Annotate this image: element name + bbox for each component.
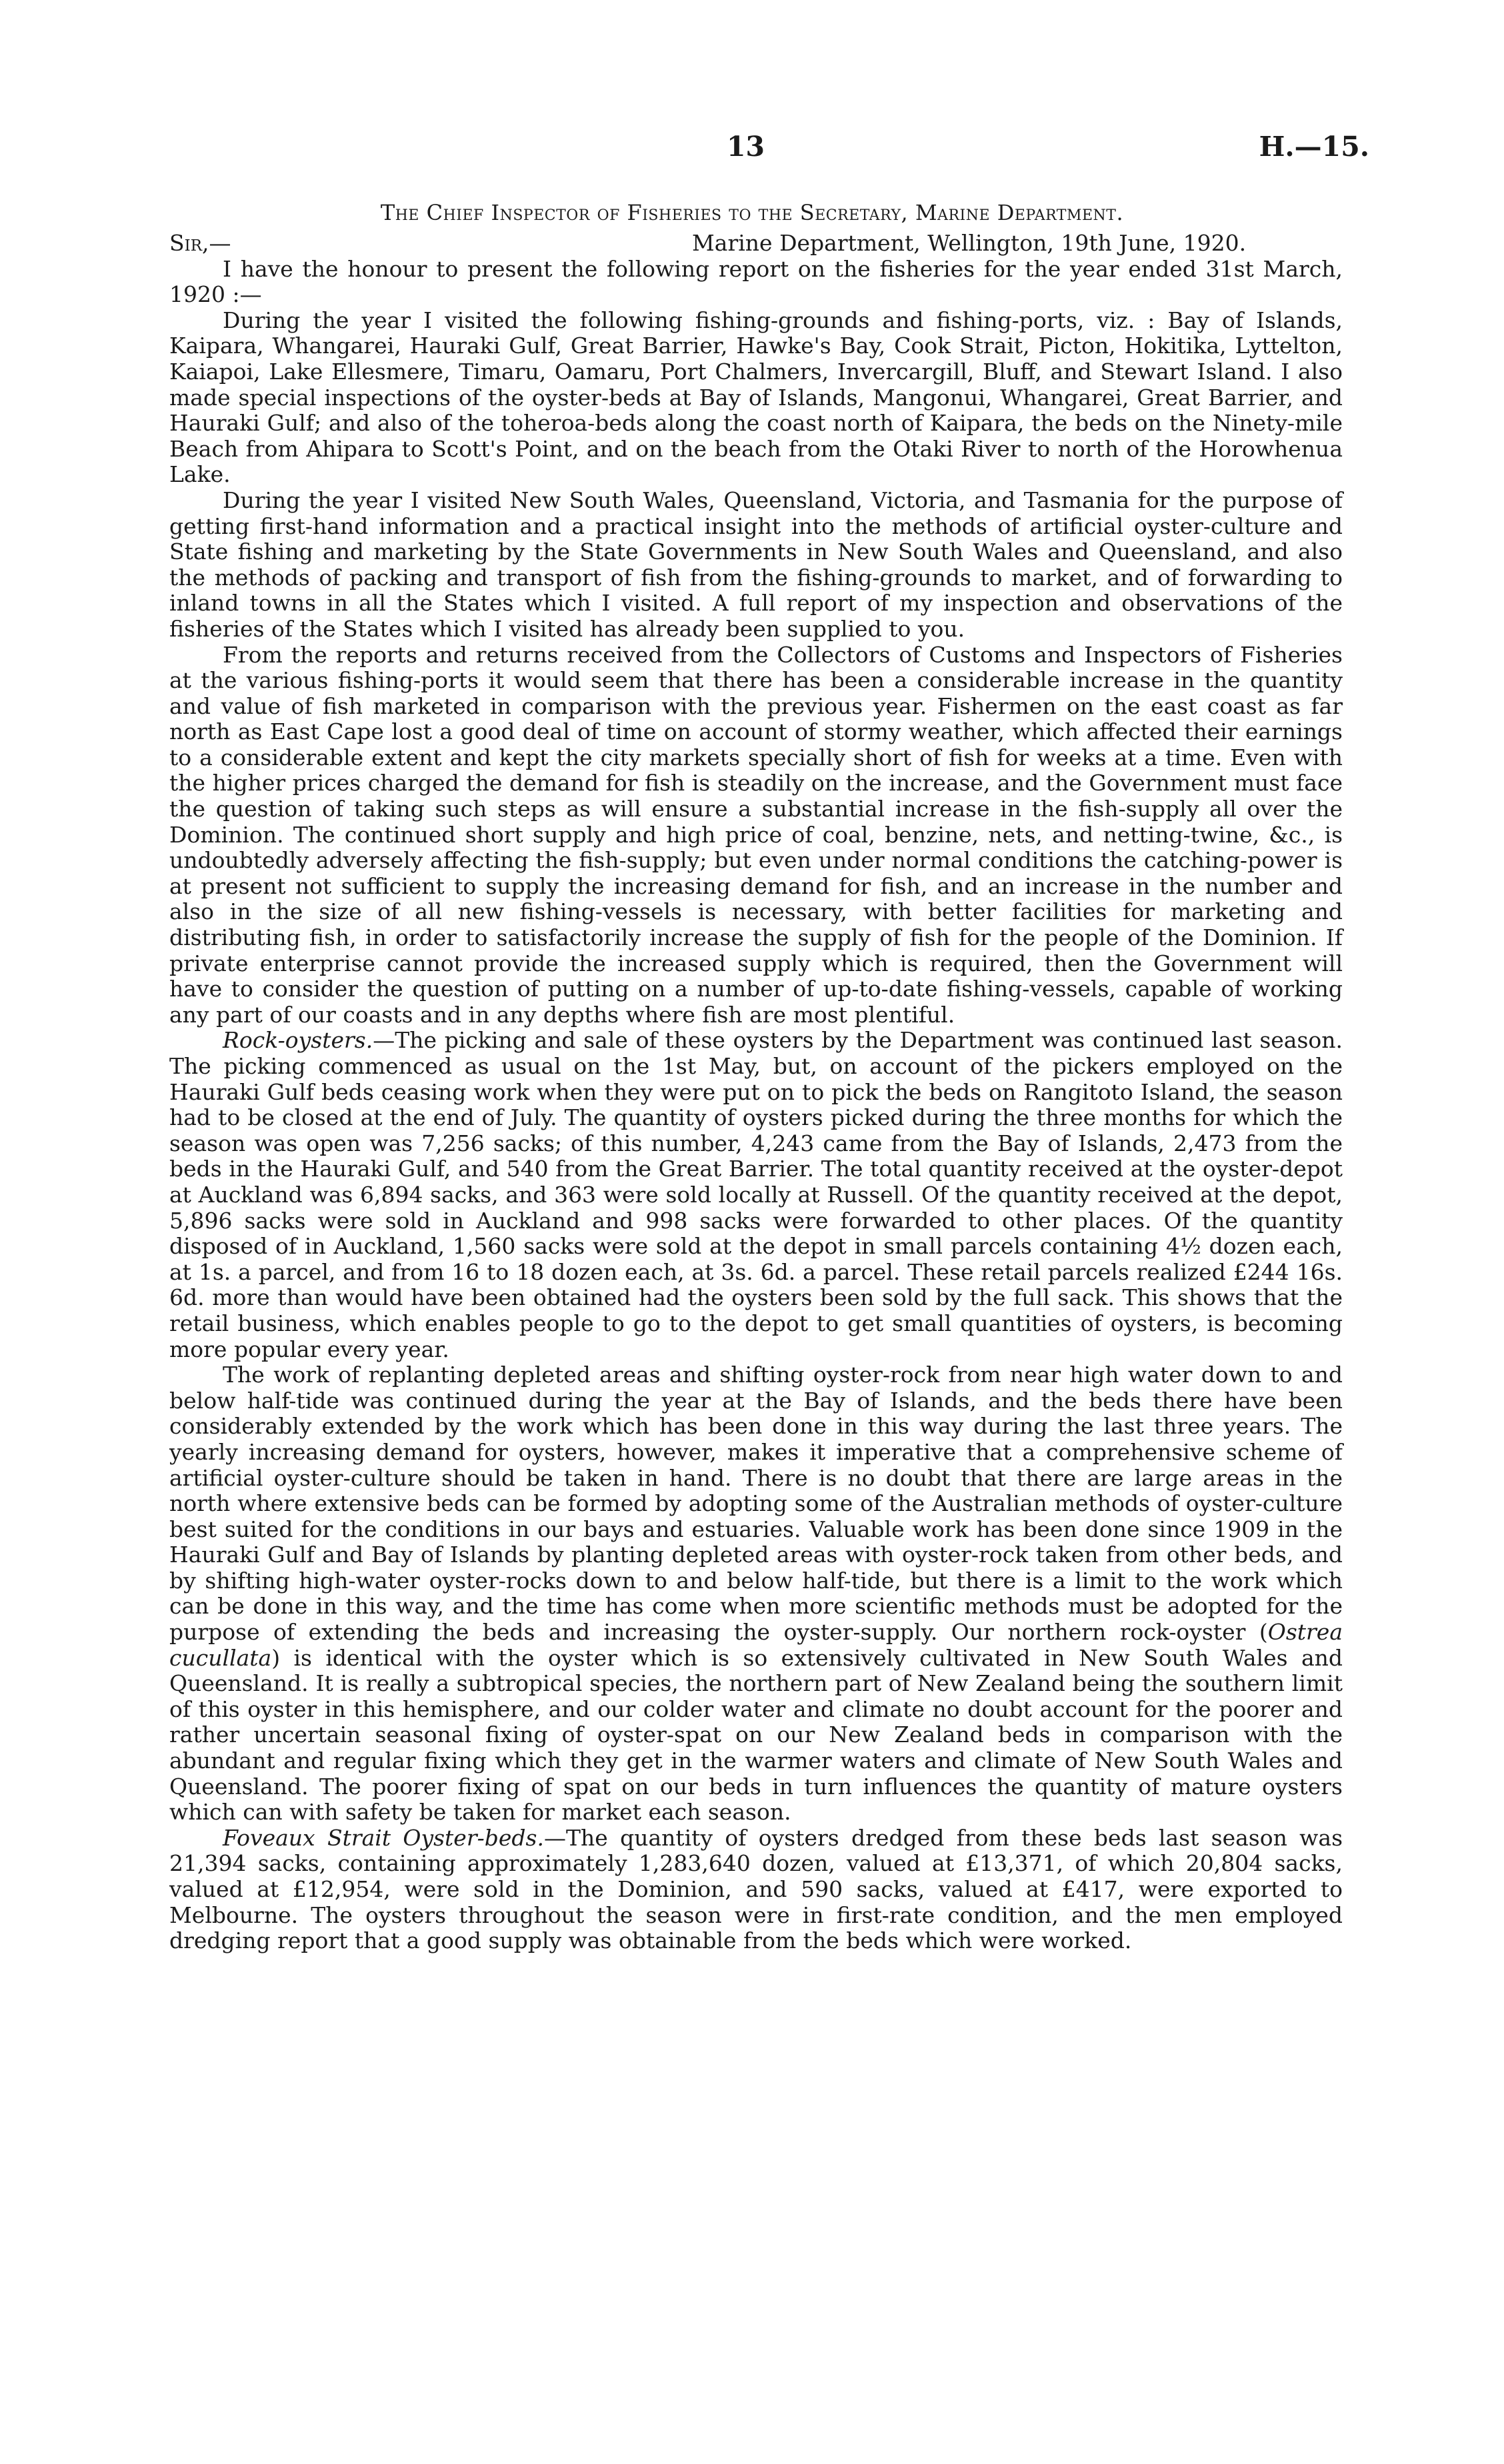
report-body <box>169 231 1343 1954</box>
paragraph-rock-oysters <box>169 1028 1343 1362</box>
paragraph-text: ) is identical with the oyster which is so extensively cultivated in New South Wales and Queensland. It is really a subtropical species, the northern part of New Zealand being the southern limit of this oyster in this hemisphere, and our colder water and climate no doubt account for the poorer and rather uncertain seasonal fixing of oyster-spat on our New Zealand beds in comparison with the abundant and regular fixing which they get in the warmer waters and climate of New South Wales and Queensland. The poorer fixing of spat on our beds in turn influences the quantity of mature oysters which can with safety be taken for market each season. <box>169 1644 1343 1826</box>
paragraph-text: During the year I visited the following fishing-grounds and fishing-ports, viz. : Bay of Islands, Kaipara, Whangarei, Hauraki Gulf, Great Barrier, Hawke's Bay, Cook Strait, Picton, Hokitika, Lyttelton, Kaiapoi, Lake Ellesmere, Timaru, Oamaru, Port Chalmers, Invercargill, Bluff, and Stewart Island. I also made special inspections of the oyster-beds at Bay of Islands, Mangonui, Whangarei, Great Barrier, and Hauraki Gulf; and also of the toheroa-beds along the coast north of Kaipara, the beds on the Ninety-mile Beach from Ahipara to Scott's Point, and on the beach from the Otaki River to north of the Horowhenua Lake. <box>169 307 1343 488</box>
page-number: 13 <box>727 131 765 163</box>
paragraph-text: —The picking and sale of these oysters by the Department was continued last season. The picking commenced as usual on the 1st May, but, on account of the pickers employed on the Hauraki Gulf beds ceasing work when they were put on to pick the beds on Rangitoto Island, the season had to be closed at the end of July. The quantity of oysters picked during the three months for which the season was open was 7,256 sacks; of this number, 4,243 came from the Bay of Islands, 2,473 from the beds in the Hauraki Gulf, and 540 from the Great Barrier. The total quantity received at the oyster-depot at Auckland was 6,894 sacks, and 363 were sold locally at Russell. Of the quantity received at the depot, 5,896 sacks were sold in Auckland and 998 sacks were forwarded to other places. Of the quantity disposed of in Auckland, 1,560 sacks were sold at the depot in small parcels containing 4½ dozen each, at 1s. a parcel, and from 16 to 18 dozen each, at 3s. 6d. a parcel. These retail parcels realized £244 16s. 6d. more than would have been obtained had the oysters been sold by the full sack. This shows that the retail business, which enables people to go to the depot to get small quantities of oysters, is becoming more popular every year. <box>169 1027 1343 1362</box>
page-header <box>0 131 1504 171</box>
paragraph-visits-nz <box>169 308 1343 488</box>
paragraph-text: From the reports and returns received from the Collectors of Customs and Inspectors of Fisheries at the various fishing-ports it would seem that there has been a considerable increase in the quantity and value of fish marketed in comparison with the previous year. Fishermen on the east coast as far north as East Cape lost a good deal of time on account of stormy weather, which affected their earnings to a considerable extent and kept the city markets specially short of fish for weeks at a time. Even with the higher prices charged the demand for fish is steadily on the increase, and the Government must face the question of taking such steps as will ensure a substantial increase in the fish-supply all over the Dominion. The continued short supply and high price of coal, benzine, nets, and netting-twine, &c., is undoubtedly adversely affecting the fish-supply; but even under normal conditions the catching-power is at present not sufficient to supply the increasing demand for fish, and an increase in the number and also in the size of all new fishing-vessels is necessary, with better facilities for marketing and distributing fish, in order to satisfactorily increase the supply of fish for the people of the Dominion. If private enterprise cannot provide the increased supply which is required, then the Government will have to consider the question of putting on a number of up-to-date fishing-vessels, capable of working any part of our coasts and in any depths where fish are most plentiful. <box>169 641 1343 1028</box>
paragraph-replanting <box>169 1362 1343 1826</box>
paragraph-text: I have the honour to present the following report on the fisheries for the year ended 31st March, 1920 :— <box>169 255 1343 308</box>
paragraph-foveaux-strait <box>169 1826 1343 1954</box>
paragraph-text: —The quantity of oysters dredged from these beds last season was 21,394 sacks, containing approximately 1,283,640 dozen, valued at £13,371, of which 20,804 sacks, valued at £12,954, were sold in the Dominion, and 590 sacks, valued at £417, were exported to Melbourne. The oysters throughout the season were in first-rate condition, and the men employed dredging report that a good supply was obtainable from the beds which were worked. <box>169 1824 1343 1954</box>
dateline: Marine Department, Wellington, 19th June, 1920. <box>692 230 1247 256</box>
salutation-row <box>169 231 1343 257</box>
section-heading-foveaux-strait: Foveaux Strait Oyster-beds. <box>223 1824 544 1851</box>
letter-heading: The Chief Inspector of Fisheries to the Secretary, Marine Department. <box>380 200 1124 225</box>
section-heading-rock-oysters: Rock-oysters. <box>223 1027 373 1054</box>
species-name: Ostrea cucullata <box>169 1619 1343 1671</box>
paragraph-fish-supply <box>169 642 1343 1028</box>
paragraph-visits-australia <box>169 488 1343 642</box>
salutation: Sir,— <box>169 230 231 256</box>
paragraph-text: During the year I visited New South Wales, Queensland, Victoria, and Tasmania for the purpose of getting first-hand information and a practical insight into the methods of artificial oyster-culture and State fishing and marketing by the State Governments in New South Wales and Queensland, and also the methods of packing and transport of fish from the fishing-grounds to market, and of forwarding to inland towns in all the States which I visited. A full report of my inspection and observations of the fisheries of the States which I visited has already been supplied to you. <box>169 487 1343 642</box>
paragraph-text: The work of replanting depleted areas and shifting oyster-rock from near high water down to and below half-tide was continued during the year at the Bay of Islands, and the beds there have been considerably extended by the work which has been done in this way during the last three years. The yearly increasing demand for oysters, however, makes it imperative that a comprehensive scheme of artificial oyster-culture should be taken in hand. There is no doubt that there are large areas in the north where extensive beds can be formed by adopting some of the Australian methods of oyster-culture best suited for the conditions in our bays and estuaries. Valuable work has been done since 1909 in the Hauraki Gulf and Bay of Islands by planting depleted areas with oyster-rock taken from other beds, and by shifting high-water oyster-rocks down to and below half-tide, but there is a limit to the work which can be done in this way, and the time has come when more scientific methods must be adopted for the purpose of extending the beds and increasing the oyster-supply. Our northern rock-oyster ( <box>169 1362 1343 1646</box>
paragraph-intro <box>169 257 1343 308</box>
document-reference: H.—15. <box>1259 131 1369 163</box>
